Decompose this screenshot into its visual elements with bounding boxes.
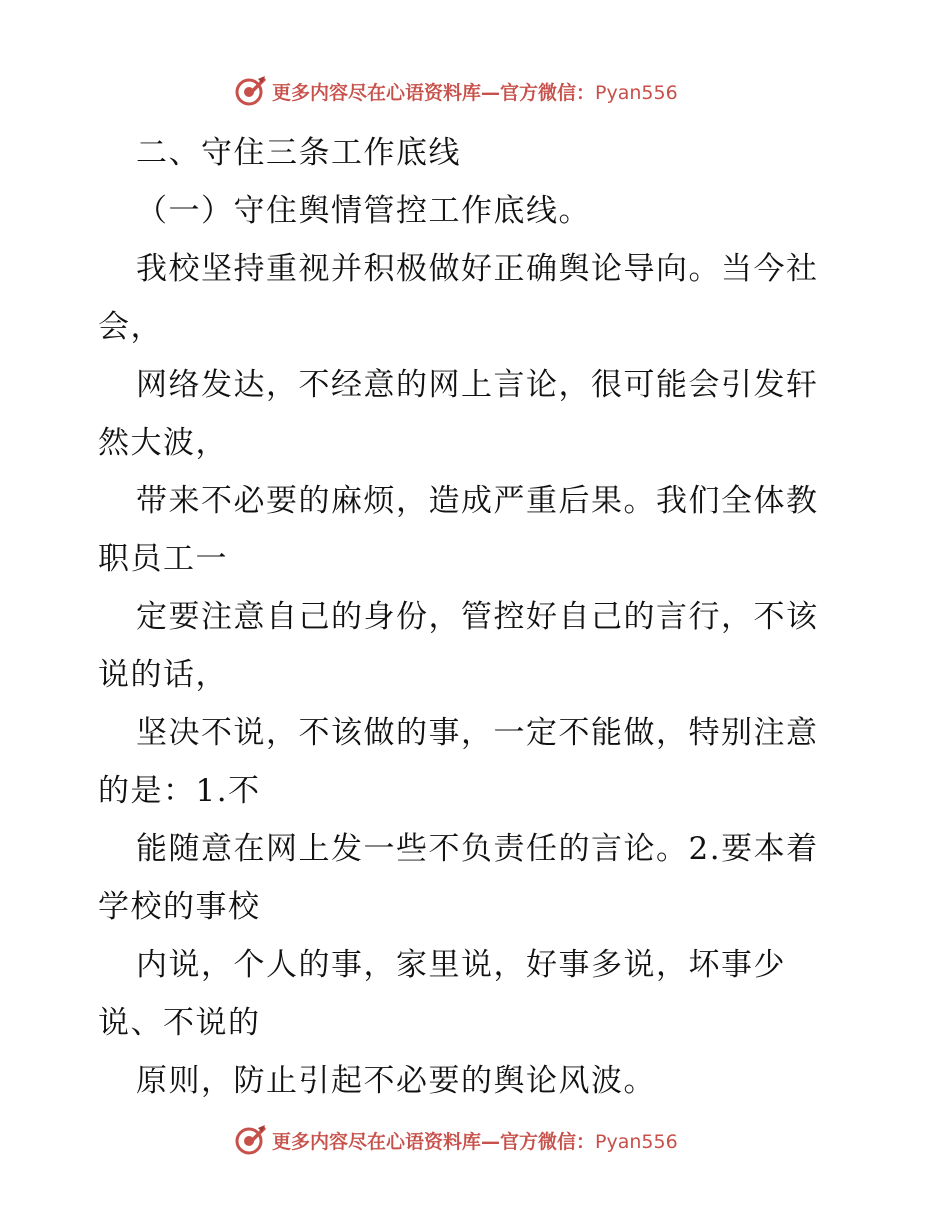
paragraph-line: 的是：1.不: [98, 773, 261, 809]
footer-watermark: [234, 1123, 678, 1157]
section-heading: 二、守住三条工作底线: [136, 135, 461, 171]
paragraph-line: 带来不必要的麻烦，造成严重后果。我们全体教: [136, 483, 819, 519]
header-watermark: [234, 74, 678, 108]
paragraph-line: 说、不说的: [98, 1005, 261, 1041]
watermark-text: [272, 78, 678, 105]
paragraph-line: 说的话，: [98, 657, 228, 693]
quill-logo-icon: [234, 1123, 268, 1157]
paragraph-line: 然大波，: [98, 425, 228, 461]
watermark-wechat-id: Pyan556: [595, 81, 678, 104]
watermark-main-text: 更多内容尽在心语资料库—官方微信：: [272, 81, 596, 104]
watermark-wechat-id: Pyan556: [595, 1130, 678, 1153]
paragraph-line: 能随意在网上发一些不负责任的言论。2.要本着: [136, 831, 819, 867]
paragraph-line: 会，: [98, 309, 163, 345]
document-body: [98, 124, 858, 1110]
paragraph-line: 学校的事校: [98, 889, 261, 925]
paragraph-line: 坚决不说，不该做的事，一定不能做，特别注意: [136, 715, 819, 751]
paragraph-line: 定要注意自己的身份，管控好自己的言行，不该: [136, 599, 819, 635]
paragraph-line: 网络发达，不经意的网上言论，很可能会引发轩: [136, 367, 819, 403]
paragraph-line: 职员工一: [98, 541, 228, 577]
paragraph-line: 原则，防止引起不必要的舆论风波。: [136, 1063, 656, 1099]
paragraph-line: 我校坚持重视并积极做好正确舆论导向。当今社: [136, 251, 819, 287]
paragraph-line: 内说，个人的事，家里说，好事多说，坏事少: [136, 947, 786, 983]
quill-logo-icon: [234, 74, 268, 108]
subsection-heading: （一）守住舆情管控工作底线。: [136, 193, 591, 229]
watermark-text: [272, 1127, 678, 1154]
watermark-main-text: 更多内容尽在心语资料库—官方微信：: [272, 1130, 596, 1153]
